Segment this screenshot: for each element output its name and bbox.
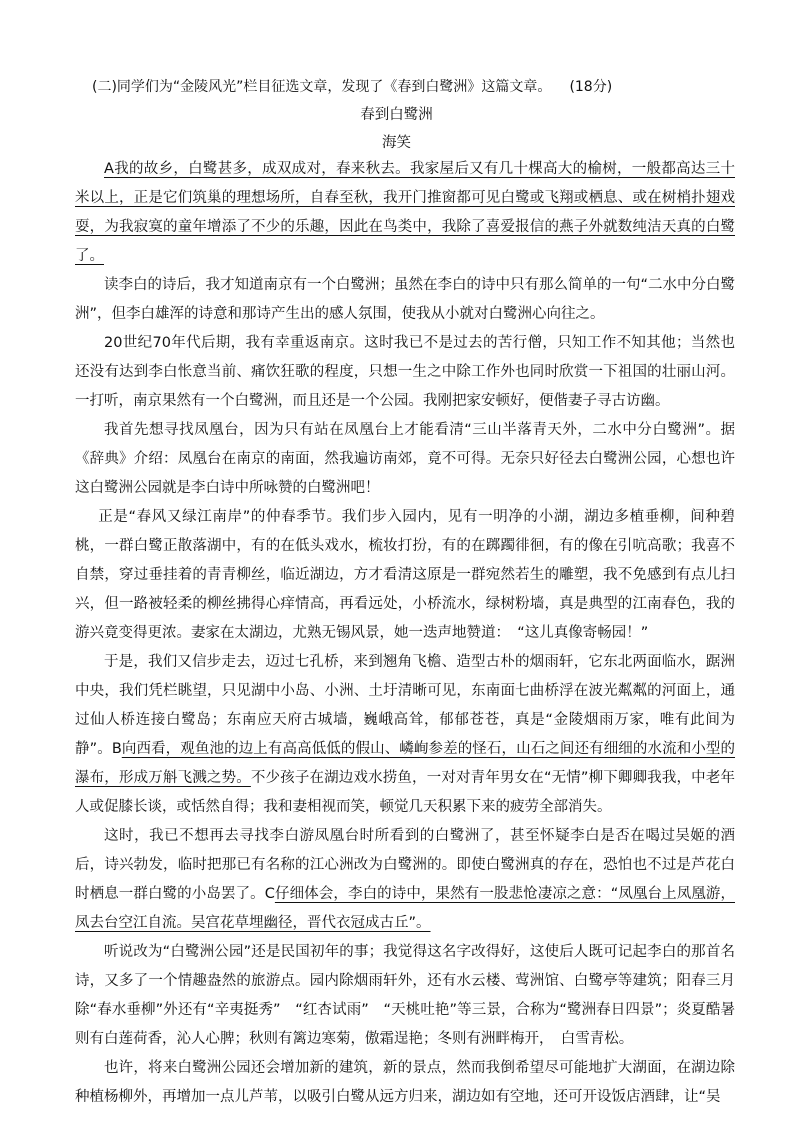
paragraph-9: 也许，将来白鹭洲公园还会增加新的建筑，新的景点，然而我倒希望尽可能地扩大湖面，在湖边除种植杨柳外，再增加一点儿芦苇，以吸引白鹭从远方归来，湖边如有空地，还可开设饭店酒肆，让“吴 [75, 1060, 735, 1105]
question-text: (二)同学们为“金陵风光”栏目征选文章，发现了《春到白鹭洲》这篇文章。 [92, 79, 552, 95]
paragraph-6 [75, 648, 735, 822]
paragraph-6-after: 不少孩子在湖边戏水捞鱼，一对对青年男女在“无情”柳下卿卿我我，中老年人或促膝长谈，或恬然自得；我和妻相视而笑，顿觉几天积累下来的疲劳全部消失。 [75, 770, 735, 815]
paragraph-7 [75, 822, 735, 938]
marker-b: B [111, 741, 122, 757]
underlined-passage-b: 向西看，观鱼池的边上有高高低低的假山、嶙峋参差的怪石，山石之间还有细细的水流和小型的瀑布，形成万斛飞溅之势。 [75, 741, 736, 786]
article-title: 春到白鹭洲 [360, 107, 433, 123]
marker-c: C [264, 886, 275, 902]
marker-a: A [104, 161, 114, 177]
paragraph-5: 正是“春风又绿江南岸”的仲春季节。我们步入园内，见有一明净的小湖，湖边多植垂柳，间种碧桃，一群白鹭正散落湖中，有的在低头戏水，梳妆打扮，有的在踯躅徘徊，有的像在引吭高歌；我喜不自禁，穿过垂挂着的青青柳丝，临近湖边，方才看清这原是一群宛然若生的雕塑，我不免感到有点儿扫兴，但一路被轻柔的柳丝拂得心痒情高，再看远处，小桥流水，绿树粉墙，真是典型的江南春色，我的游兴竟变得更浓。妻家在太湖边，尤熟无锡风景，她一迭声地赞道： “这儿真像寄畅园！” [75, 509, 735, 641]
paragraph-2: 读李白的诗后，我才知道南京有一个白鹭洲；虽然在李白的诗中只有那么简单的一句“二水中分白鹭洲”，但李白雄浑的诗意和那诗产生出的感人氛围，使我从小就对白鹭洲心向往之。 [75, 277, 736, 322]
paragraph-6-before: 于是，我们又信步走去，迈过七孔桥，来到翘角飞檐、造型古朴的烟雨轩，它东北两面临水，踞洲中央，我们凭栏眺望，只见湖中小岛、小洲、土圩清晰可见，东南面七曲桥浮在波光粼粼的河面上，通过仙人桥连接白鹭岛；东南应天府古城墙，巍峨高耸，郁郁苍苍，真是“金陵烟雨万家，唯有此间为静”。 [75, 654, 735, 757]
question-intro [92, 78, 732, 96]
paragraph-3: 20世纪70年代后期，我有幸重返南京。这时我已不是过去的苦行僧，只知工作不知其他；当然也还没有达到李白怅意当前、痛饮狂歌的程度，只想一生之中除工作外也同时欣赏一下祖国的壮丽山河。一打听，南京果然有一个白鹭洲，而且还是一个公园。我刚把家安顿好，便偕妻子寻古访幽。 [75, 335, 735, 409]
paragraph-8: 听说改为“白鹭洲公园”还是民国初年的事；我觉得这名字改得好，这使后人既可记起李白的那首名诗，又多了一个情趣盎然的旅游点。园内除烟雨轩外，还有水云楼、莺洲馆、白鹭亭等建筑；阳春三月除“春水垂柳”外还有“辛夷挺秀” “红杏试雨” “天桃吐艳”等三景，合称为“鹭洲春日四景”；炎夏酷暑则有白莲荷香，沁人心脾；秋则有篱边寒菊，傲霜逞艳；冬则有洲畔梅开， 白雪青松。 [75, 944, 735, 1047]
underlined-passage-a: 我的故乡，白鹭甚多，成双成对，春来秋去。我家屋后又有几十棵高大的榆树，一般都高达三十米以上，正是它们筑巢的理想场所，自春至秋，我开门推窗都可见白鹭或飞翔或栖息、或在树梢扑翅戏耍，为我寂寞的童年增添了不少的乐趣，因此在鸟类中，我除了喜爱报信的燕子外就数纯洁天真的白鹭了。 [75, 161, 735, 264]
article-body [75, 155, 735, 1112]
paragraph-1 [75, 155, 735, 271]
article-author: 海笑 [382, 135, 411, 151]
underlined-passage-c: 仔细体会，李白的诗中，果然有一股悲怆凄凉之意：“凤凰台上凤凰游，凤去台空江自流。吴宫花草埋幽径，晋代衣冠成古丘”。 [75, 886, 735, 931]
question-score: (18分) [569, 79, 613, 95]
paragraph-7-before: 这时，我已不想再去寻找李白游凤凰台时所看到的白鹭洲了，甚至怀疑李白是否在喝过吴姬的酒后，诗兴勃发，临时把那已有名称的江心洲改为白鹭洲的。即使白鹭洲真的存在，恐怕也不过是芦花白时栖息一群白鹭的小岛罢了。 [75, 828, 735, 902]
paragraph-4: 我首先想寻找凤凰台，因为只有站在凤凰台上才能看清“三山半落青天外，二水中分白鹭洲”。据《辞典》介绍：凤凰台在南京的南面，然我遍访南郊，竟不可得。无奈只好径去白鹭洲公园，心想也许这白鹭洲公园就是李白诗中所咏赞的白鹭洲吧！ [75, 422, 735, 496]
